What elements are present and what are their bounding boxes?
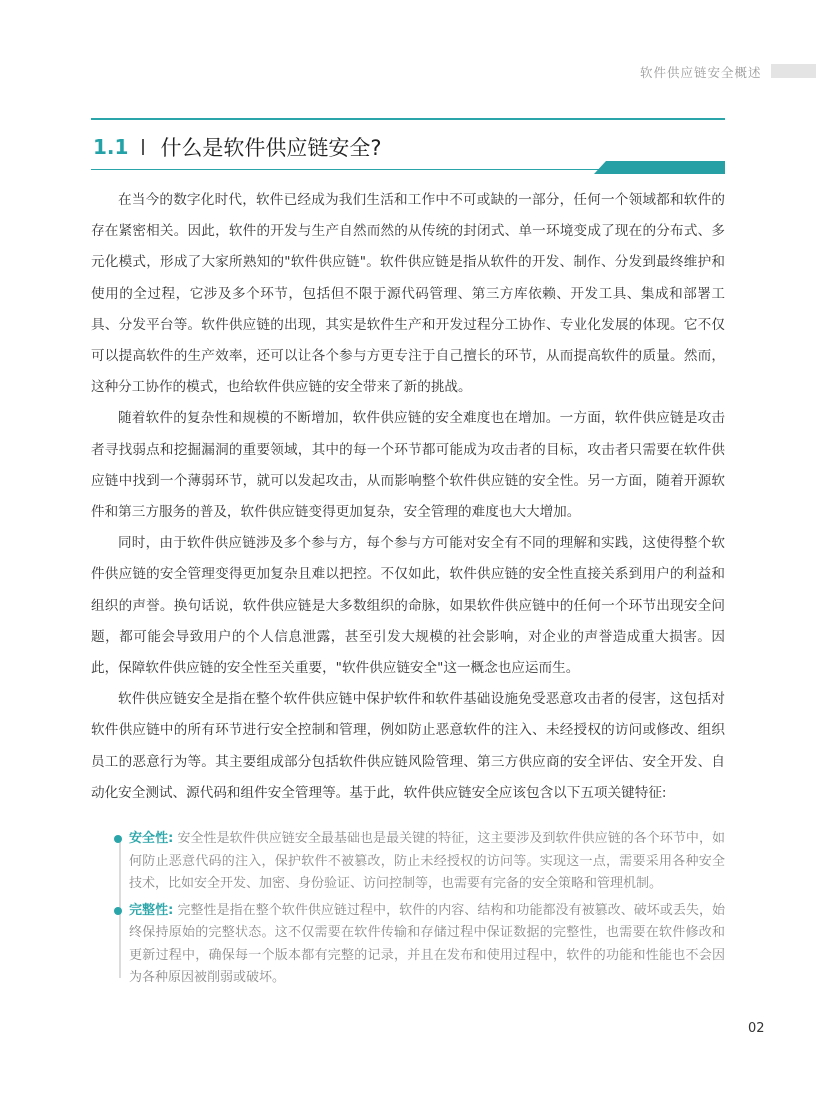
section-separator [142,139,144,155]
running-header-title: 软件供应链安全概述 [640,65,762,80]
section-rule-bottom [91,169,606,170]
feature-name: 安全性: [129,831,174,846]
feature-text: 完整性是指在整个软件供应链过程中，软件的内容、结构和功能都没有被篡改、破坏或丢失，始终保持原始的完整状态。这不仅需要在软件传输和存储过程中保证数据的完整性，也需要在软件修改和更新过程中，确保每一个版本都有完整的记录，并且在发布和使用过程中，软件的功能和性能也不会因为各种原因被削弱或破坏。 [129,902,725,985]
body-text [91,185,725,809]
paragraph: 随着软件的复杂性和规模的不断增加，软件供应链的安全难度也在增加。一方面，软件供应链是攻击者寻找弱点和挖掘漏洞的重要领域，其中的每一个环节都可能成为攻击者的目标，攻击者只需要在软件供应链中找到一个薄弱环节，就可以发起攻击，从而影响整个软件供应链的安全性。另一方面，随着开源软件和第三方服务的普及，软件供应链变得更加复杂，安全管理的难度也大大增加。 [91,410,725,521]
section-rule-wedge [594,161,725,174]
bullet-dot-icon [114,835,122,843]
section-title: 什么是软件供应链安全? [160,136,382,160]
section-number: 1.1 [93,135,129,159]
paragraph: 同时，由于软件供应链涉及多个参与方，每个参与方可能对安全有不同的理解和实践，这使得整个软件供应链的安全管理变得更加复杂且难以把控。不仅如此，软件供应链的安全性直接关系到用户的利益和组织的声誉。换句话说，软件供应链是大多数组织的命脉，如果软件供应链中的任何一个环节出现安全问题，都可能会导致用户的个人信息泄露，甚至引发大规模的社会影响，对企业的声誉造成重大损害。因此，保障软件供应链的安全性至关重要，"软件供应链安全"这一概念也应运而生。 [91,535,725,677]
feature-text: 安全性是软件供应链安全最基础也是最关键的特征，这主要涉及到软件供应链的各个环节中，如何防止恶意代码的注入，保护软件不被篡改，防止未经授权的访问等。实现这一点，需要采用各种安全技术，比如安全开发、加密、身份验证、访问控制等，也需要有完备的安全策略和管理机制。 [129,831,725,891]
paragraph: 软件供应链安全是指在整个软件供应链中保护软件和软件基础设施免受恶意攻击者的侵害，这包括对软件供应链中的所有环节进行安全控制和管理，例如防止恶意软件的注入、未经授权的访问或修改、组织员工的恶意行为等。其主要组成部分包括软件供应链风险管理、第三方供应商的安全评估、安全开发、自动化安全测试、源代码和组件安全管理等。基于此，软件供应链安全应该包含以下五项关键特征: [91,691,725,801]
feature-name: 完整性: [129,902,174,918]
page-number: 02 [748,1021,765,1036]
bullet-dot-icon [114,907,122,915]
feature-item-integrity [114,900,725,990]
header-decor-bar [771,64,816,78]
paragraph: 在当今的数字化时代，软件已经成为我们生活和工作中不可或缺的一部分，任何一个领域都和软件的存在紧密相关。因此，软件的开发与生产自然而然的从传统的封闭式、单一环境变成了现在的分布式、多元化模式，形成了大家所熟知的"软件供应链"。软件供应链是指从软件的开发、制作、分发到最终维护和使用的全过程，它涉及多个环节，包括但不限于源代码管理、第三方库依赖、开发工具、集成和部署工具、分发平台等。软件供应链的出现，其实是软件生产和开发过程分工协作、专业化发展的体现。它不仅可以提高软件的生产效率，还可以让各个参与方更专注于自己擅长的环节，从而提高软件的质量。然而，这种分工协作的模式，也给软件供应链的安全带来了新的挑战。 [91,192,725,396]
feature-item-security [114,828,725,896]
section-rule-top [91,118,725,120]
section-heading [93,131,382,163]
feature-list [114,828,725,994]
